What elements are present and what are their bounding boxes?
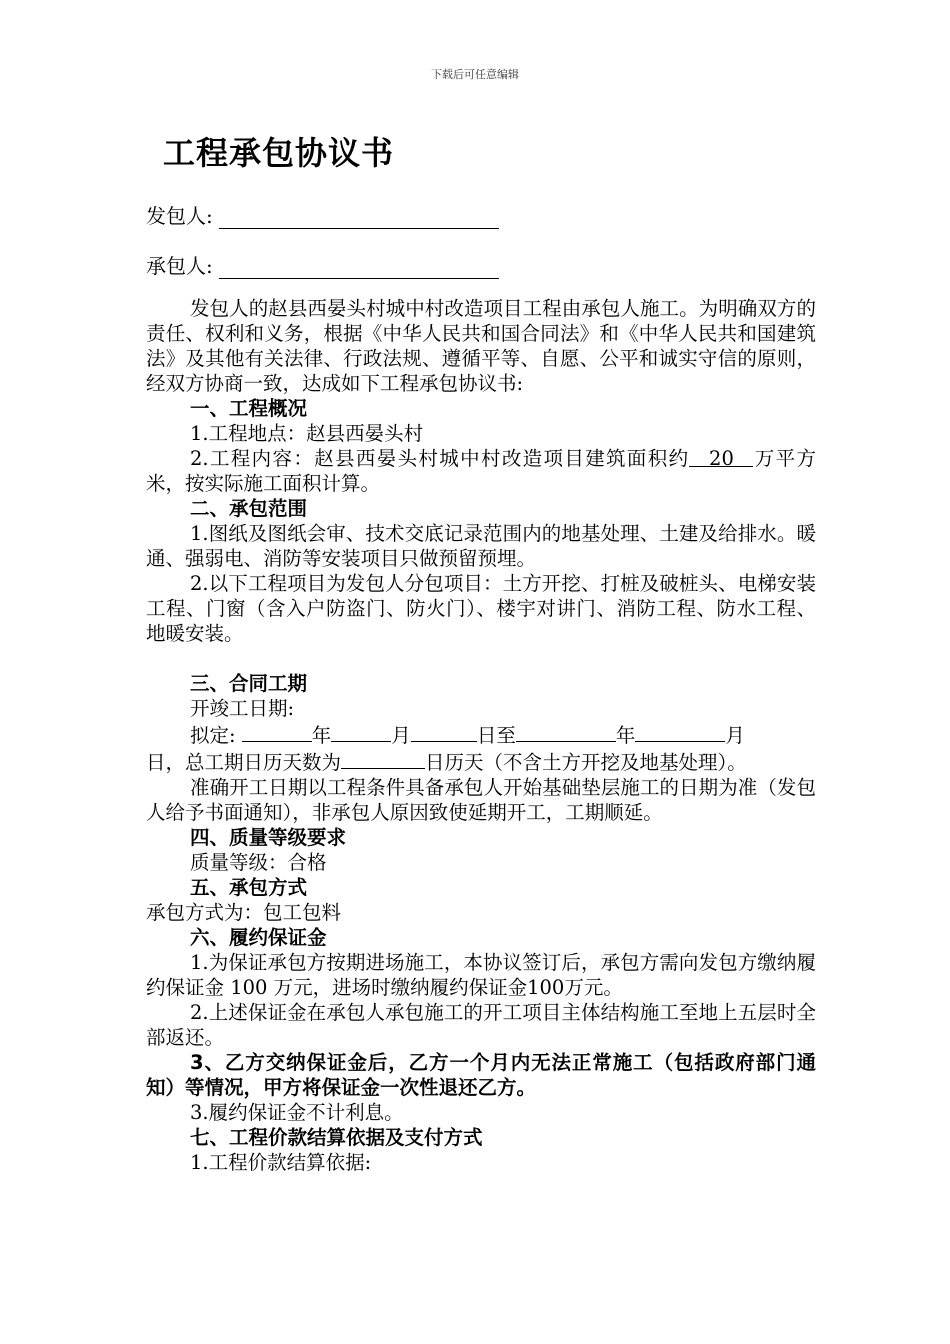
total-days-tail: 日历天（不含土方开挖及地基处理）。 (425, 751, 747, 774)
end-year-blank (516, 721, 616, 742)
section-6-item-1: 1.为保证承包方按期进场施工，本协议签订后，承包方需向发包方缴纳履约保证金 100 万元，进场时缴纳履约保证金100万元。 (146, 951, 816, 999)
start-month-blank (331, 721, 391, 742)
document-title: 工程承包协议书 (163, 134, 395, 172)
section-3-date-label: 开竣工日期: (190, 697, 295, 720)
start-day-blank (411, 721, 477, 742)
plan-label: 拟定: (190, 724, 236, 747)
section-3-plan-line (146, 721, 816, 748)
employer-blank-line (219, 206, 499, 229)
section-5-heading: 五、承包方式 (190, 876, 308, 899)
document-body (146, 296, 816, 1175)
contractor-field (146, 250, 499, 279)
section-1-item-2 (146, 446, 816, 496)
employer-field (146, 200, 499, 229)
contractor-label: 承包人: (146, 254, 213, 278)
section-1-item-2-tail: 万平方米，按实际施工面积计算。 (146, 447, 816, 495)
total-days-blank (341, 748, 425, 769)
section-4-heading: 四、质量等级要求 (190, 826, 347, 849)
section-1-item-1: 1.工程地点：赵县西晏头村 (190, 422, 424, 445)
section-5-line: 承包方式为：包工包料 (146, 901, 342, 924)
section-2-heading: 二、承包范围 (190, 497, 308, 520)
section-6-heading: 六、履约保证金 (190, 926, 327, 949)
building-area-value: 20 (689, 446, 753, 467)
end-month-label: 月 (725, 724, 745, 747)
section-7-heading: 七、工程价款结算依据及支付方式 (190, 1126, 483, 1149)
section-3-heading: 三、合同工期 (190, 672, 308, 695)
section-1-item-2-text: 2.工程内容：赵县西晏头村城中村改造项目建筑面积约 (190, 447, 690, 470)
section-6-item-4: 3.履约保证金不计利息。 (190, 1101, 404, 1124)
section-2-item-2: 2.以下工程项目为发包人分包项目：土方开挖、打桩及破桩头、电梯安装工程、门窗（含入户防盗门、防火门）、楼宇对讲门、消防工程、防水工程、地暖安装。 (146, 572, 816, 645)
page-header-note: 下载后可任意编辑 (431, 68, 519, 81)
start-year-label: 年 (311, 724, 332, 747)
end-month-blank (635, 721, 725, 742)
start-month-label: 月 (391, 724, 411, 747)
section-3-paragraph: 准确开工日期以工程条件具备承包人开始基础垫层施工的日期为准（发包人给予书面通知），非承包人原因致使延期开工，工期顺延。 (146, 776, 816, 824)
section-4-line: 质量等级：合格 (190, 851, 327, 874)
section-2-item-1: 1.图纸及图纸会审、技术交底记录范围内的地基处理、土建及给排水。暖通、强弱电、消防等安装项目只做预留预埋。 (146, 522, 816, 570)
spacer (146, 646, 816, 671)
start-day-label: 日至 (476, 724, 516, 747)
contractor-blank-line (219, 256, 499, 279)
intro-paragraph: 发包人的赵县西晏头村城中村改造项目工程由承包人施工。为明确双方的责任、权利和义务，根据《中华人民共和国合同法》和《中华人民共和国建筑法》及其他有关法律、行政法规、遵循平等、自愿、公平和诚实守信的原则，经双方协商一致，达成如下工程承包协议书: (146, 297, 816, 395)
section-6-item-2: 2.上述保证金在承包人承包施工的开工项目主体结构施工至地上五层时全部返还。 (146, 1001, 816, 1049)
start-year-blank (242, 721, 312, 742)
section-7-item-1: 1.工程价款结算依据: (190, 1151, 372, 1174)
end-day-total-label: 日，总工期日历天数为 (146, 751, 342, 774)
section-3-total-days-line (146, 748, 816, 775)
end-year-label: 年 (615, 724, 636, 747)
employer-label: 发包人: (146, 204, 213, 228)
section-6-item-3: 3、乙方交纳保证金后，乙方一个月内无法正常施工（包括政府部门通知）等情况，甲方将保证金一次性退还乙方。 (146, 1051, 816, 1099)
section-1-heading: 一、工程概况 (190, 397, 308, 420)
